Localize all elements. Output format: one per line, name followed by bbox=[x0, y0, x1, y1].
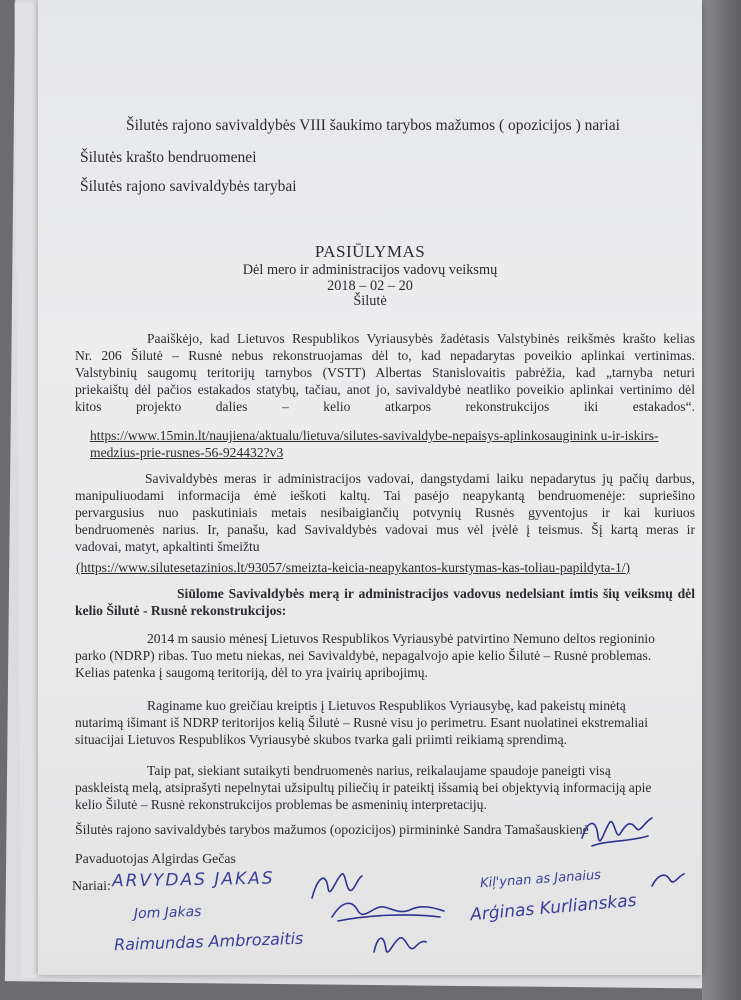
document-date: 2018 – 02 – 20 bbox=[327, 278, 413, 294]
paragraph-2 bbox=[75, 470, 695, 555]
p1-line-1: Paaiškėjo, kad Lietuvos Respublikos Vyriausybės žadėtasis Valstybinės reikšmės krašto kelias bbox=[147, 331, 695, 346]
p5-line-1: Raginame kuo greičiau kreiptis į Lietuvos Respublikos Vyriausybę, kad pakeistų minėtą bbox=[147, 698, 626, 713]
p1-line-2: Nr. 206 Šilutė – Rusnė nebus rekonstruojamas dėl to, kad nepadarytas poveikio aplinkai vertinimas. bbox=[75, 348, 695, 363]
p6-line-2: paskleistą melą, atsiprašyti nepelnytai užsipultų piliečių ir pateiktį išsamią bei objektyvią informaciją apie bbox=[75, 780, 652, 795]
p5-line-2: nutarimą išimant iš NDRP teritorijos kelią Šilutė – Rusnė visu jo perimetru. Esant nuolatinei ekstremaliai bbox=[75, 715, 648, 730]
source-link-2[interactable] bbox=[76, 559, 630, 576]
p1-line-4: priekaištų dėl pačios estakados statybų, tačiau, anot jo, savivaldybė neatliko poveikio aplinkai vertinimo dėl bbox=[75, 382, 695, 397]
recipient-line-2: Šilutės krašto bendruomenei bbox=[80, 149, 257, 166]
link1-line-2[interactable]: medzius-prie-rusnes-56-924432?v3 bbox=[90, 445, 284, 460]
chair-signatory: Šilutės rajono savivaldybės tarybos mažumos (opozicijos) pirmininkė Sandra Tamašauskienė bbox=[75, 822, 589, 837]
signature-chair bbox=[578, 810, 658, 860]
handwritten-name-jakas: ARVYDAS JAKAS bbox=[111, 868, 275, 892]
handwritten-name-janaius: Kiļ'ynan as Janaius bbox=[479, 867, 602, 892]
p6-line-1: Taip pat, siekiant sutaikyti bendruomenės narius, reikalaujame spaudoje paneigti visą bbox=[147, 763, 611, 778]
source-link-1[interactable] bbox=[90, 427, 700, 461]
p4-line-2: parko (NDRP) ribas. Tuo metu niekas, nei Savivaldybė, nepagalvojo apie kelio Šilutė – Rusnė problemas. bbox=[75, 648, 652, 663]
paragraph-4 bbox=[75, 630, 695, 681]
paragraph-6 bbox=[75, 762, 695, 813]
document-title: PASIŪLYMAS bbox=[314, 242, 426, 261]
p2-line-5: vadovai, matyt, apkaltinti šmeižtu bbox=[75, 539, 260, 554]
p2-line-3: pervargusius nuo paskutiniais metais nesibaigiančių potvynių Rusnės gyventojus ir kai kuriuos bbox=[75, 505, 695, 520]
handwritten-name-kurlianskas: Arģinas Kurlianskas bbox=[469, 890, 638, 926]
paragraph-3-proposal bbox=[75, 585, 695, 619]
handwritten-name-jakas-2: Jom Jakas bbox=[133, 903, 202, 923]
paragraph-5 bbox=[75, 697, 695, 748]
link1-line-1[interactable]: https://www.15min.lt/naujiena/aktualu/lietuva/silutes-savivaldybe-nepaisys-aplinkosauginink u-ir-iskirs- bbox=[90, 428, 659, 443]
recipient-line-1: Šilutės rajono savivaldybės VIII šaukimo tarybos mažumos ( opozicijos ) nariai bbox=[126, 117, 620, 134]
signature-ambrozaitis bbox=[368, 928, 428, 962]
deputy-signatory: Pavaduotojas Algirdas Gečas bbox=[75, 851, 236, 866]
signature-jakas-2 bbox=[328, 895, 448, 930]
recipient-line-3: Šilutės rajono savivaldybės tarybai bbox=[80, 178, 297, 195]
p6-line-3: kelio Šilutė – Rusnė rekonstrukcijos problemas be asmeninių interpretacijų. bbox=[75, 797, 487, 812]
desk-shadow bbox=[702, 0, 741, 1000]
p3-line-1: Siūlome Savivaldybės merą ir administracijos vadovus nedelsiant imtis šių veiksmų dėl bbox=[177, 586, 695, 601]
p4-line-1: 2014 m sausio mėnesį Lietuvos Respublikos Vyriausybė patvirtino Nemuno deltos regioninio bbox=[147, 631, 655, 646]
letter-page bbox=[38, 0, 702, 975]
p2-line-1: Savivaldybės meras ir administracijos vadovai, dangstydami laiku nepadarytus jų pačių darbus, bbox=[145, 471, 695, 486]
document-subtitle: Dėl mero ir administracijos vadovų veiksmų bbox=[242, 262, 498, 278]
p2-line-2: manipuliuodami informacija ėmė ieškoti kaltų. Tai pasėjo neapykantą bendruomenėje: supriešino bbox=[75, 488, 695, 503]
p1-line-5: kitos projekto dalies – kelio atkarpos rekonstrukcijos iki estakados“. bbox=[75, 399, 695, 414]
p1-line-3: Valstybinių saugomų teritorijų tarnybos (VSTT) Albertas Stanislovaitis pabrėžia, kad „tarnyba neturi bbox=[75, 365, 695, 380]
handwritten-name-ambrozaitis: Raimundas Ambrozaitis bbox=[113, 928, 304, 955]
link2-line[interactable]: (https://www.silutesetazinios.lt/93057/smeizta-keicia-neapykantos-kurstymas-kas-toliau-papildyta-1/) bbox=[76, 560, 631, 575]
signature-janaius bbox=[648, 866, 688, 896]
p3-line-2: kelio Šilutė - Rusnė rekonstrukcijos: bbox=[75, 603, 287, 618]
p5-line-3: situacijai Lietuvos Respublikos Vyriausybė skubos tvarka gali priimti reikiamą sprendimą. bbox=[75, 732, 568, 747]
paragraph-1 bbox=[75, 330, 695, 415]
document-place: Šilutė bbox=[353, 293, 387, 309]
members-label: Nariai: bbox=[72, 879, 111, 894]
p2-line-4: bendruomenės narius. Ir, panašu, kad Savivaldybės vadovai mus vėl įvėlė į teismus. Šį kartą meras ir bbox=[75, 522, 695, 537]
p4-line-3: Kelias patenka į saugomą teritoriją, dėl to yra įvairių apribojimų. bbox=[75, 665, 428, 680]
